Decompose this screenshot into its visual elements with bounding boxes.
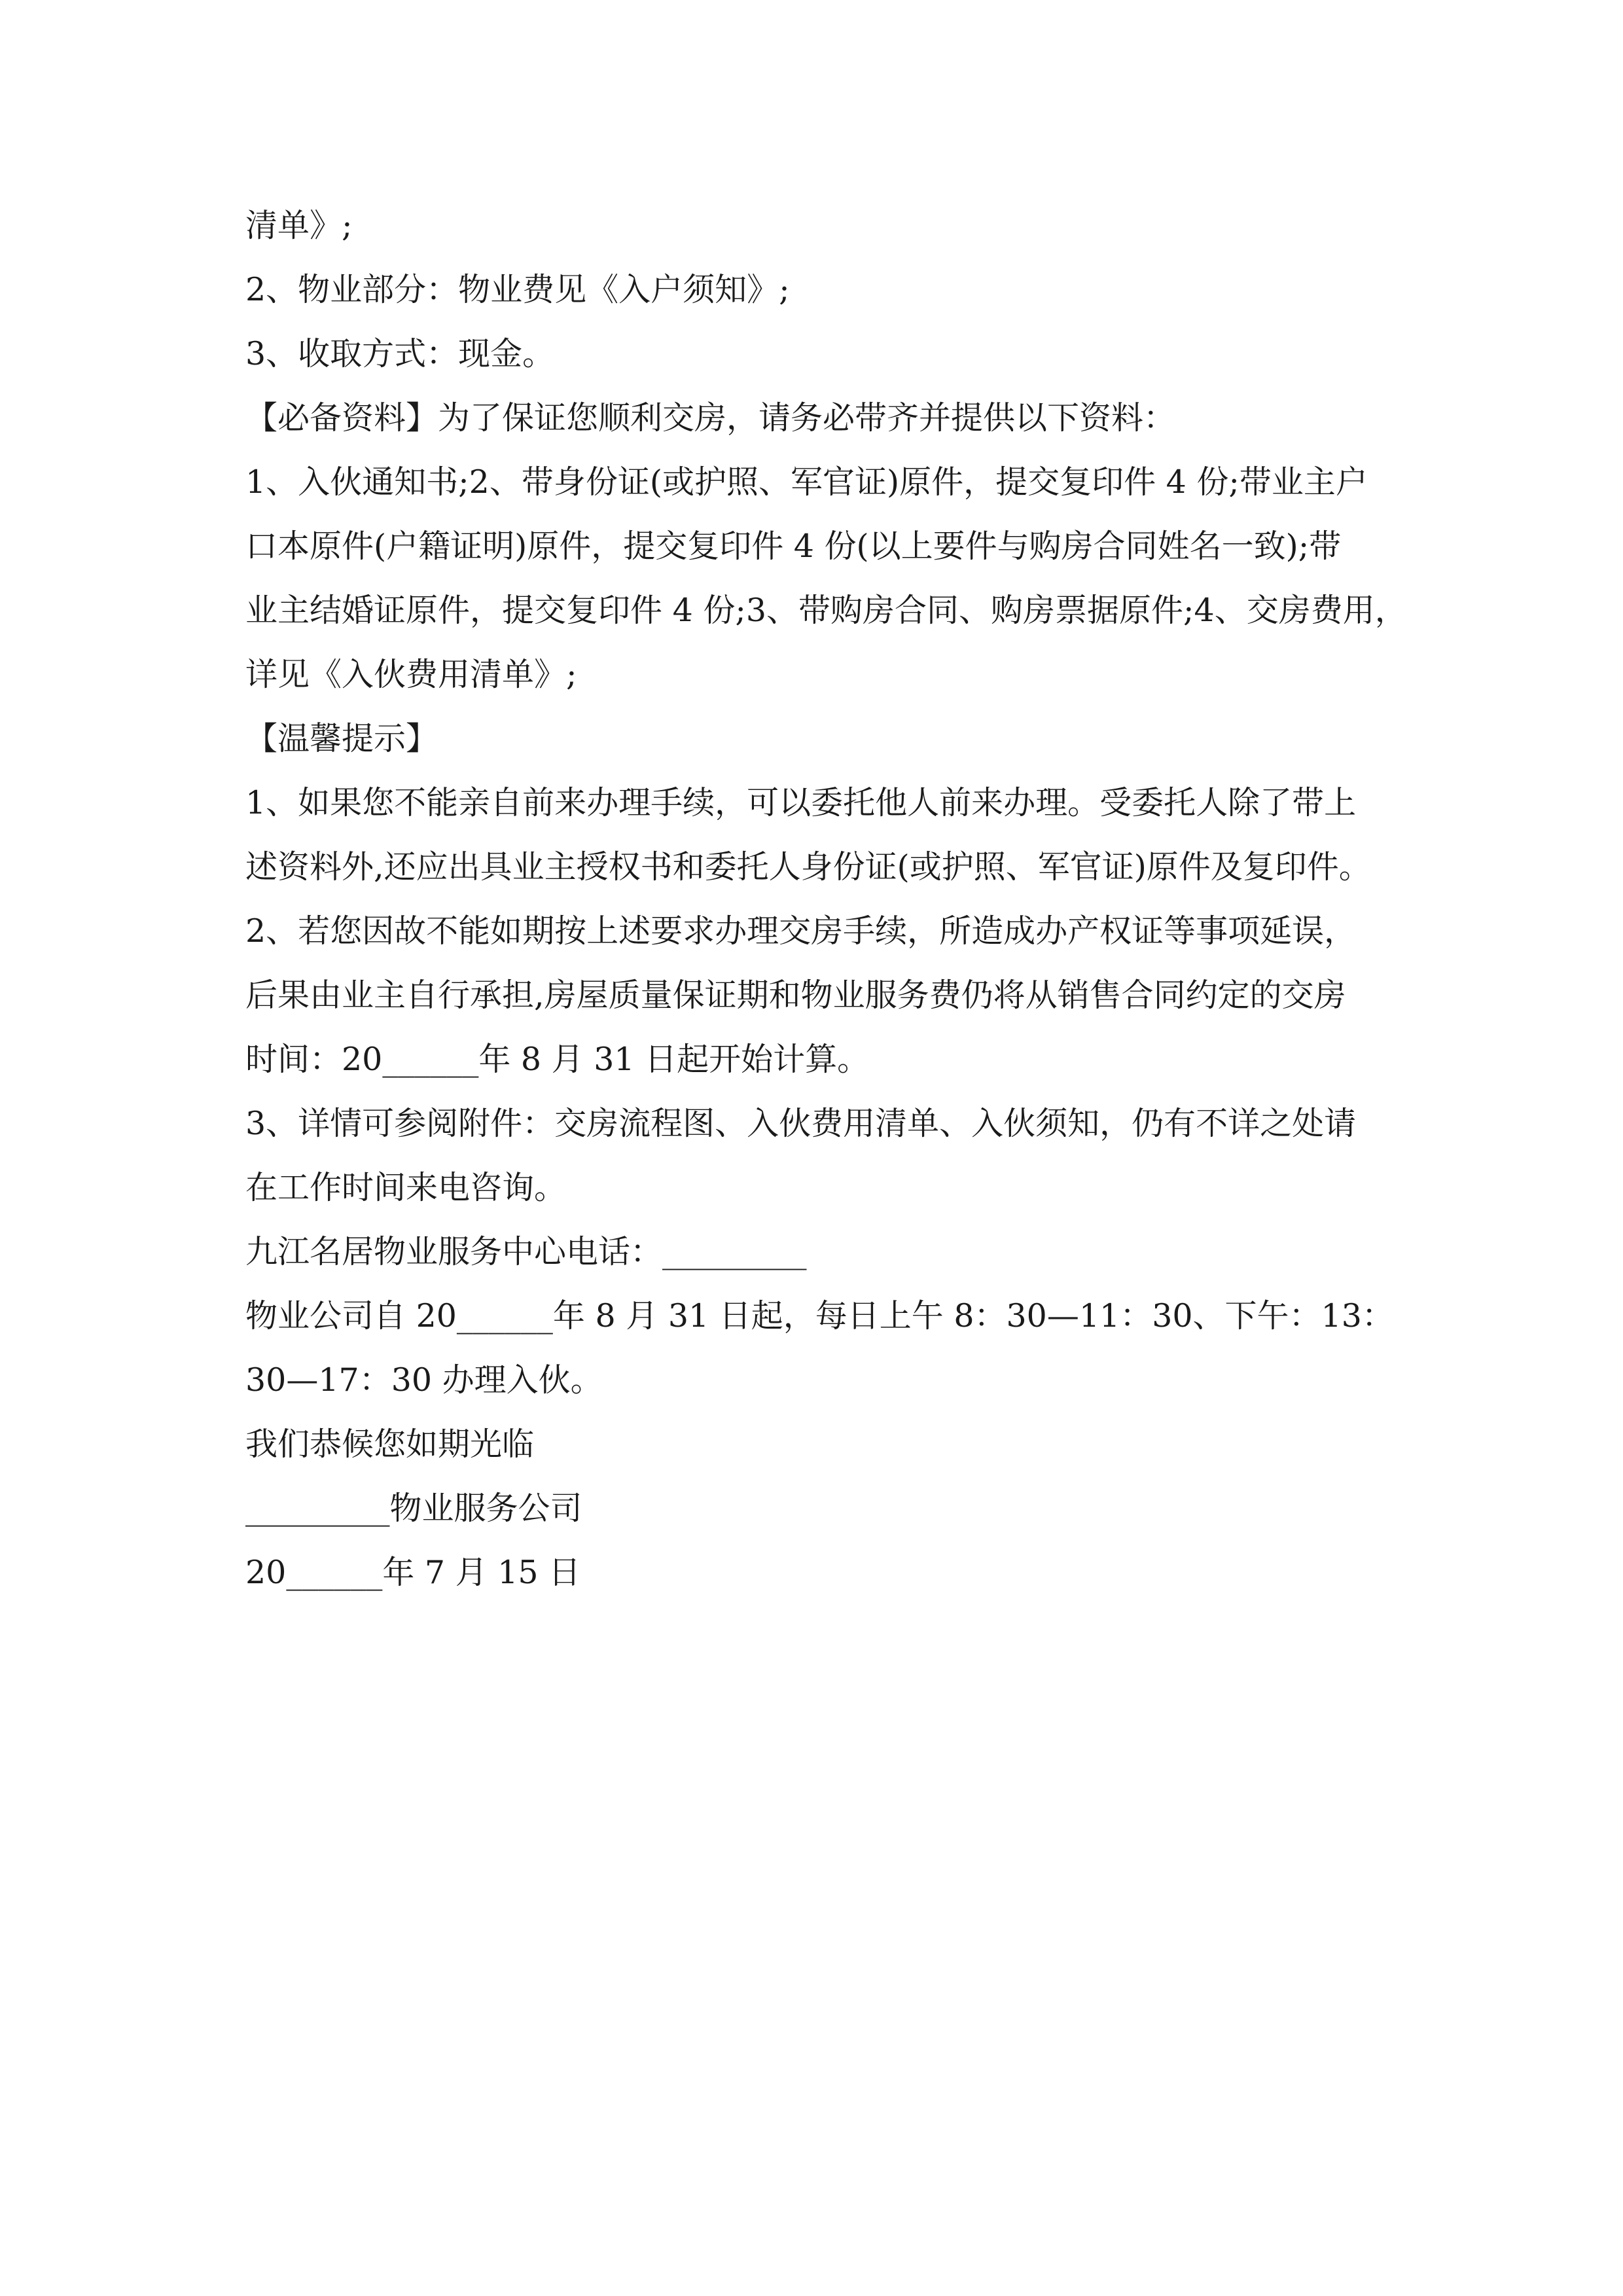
text-line: 3、详情可参阅附件：交房流程图、入伙费用清单、入伙须知，仍有不详之处请 [245, 1105, 1357, 1142]
signature-company: _________物业服务公司 [245, 1490, 582, 1527]
section-heading-required-documents: 【必备资料】为了保证您顺利交房，请务必带齐并提供以下资料： [245, 399, 1176, 437]
text-line: 在工作时间来电咨询。 [245, 1169, 567, 1206]
text-line: 后果由业主自行承担,房屋质量保证期和物业服务费仍将从销售合同约定的交房 [245, 977, 1346, 1014]
signature-date: 20______年 7 月 15 日 [245, 1554, 581, 1591]
document-body [245, 194, 1407, 1605]
closing-line: 我们恭候您如期光临 [245, 1426, 535, 1463]
service-center-phone-line: 九江名居物业服务中心电话：_________ [245, 1233, 807, 1270]
section-heading-reminder: 【温馨提示】 [245, 720, 438, 757]
text-line: 时间：20______年 8 月 31 日起开始计算。 [245, 1041, 870, 1078]
text-line: 清单》; [245, 207, 353, 244]
text-line: 口本原件(户籍证明)原件，提交复印件 4 份(以上要件与购房合同姓名一致);带 [245, 528, 1342, 565]
text-line: 述资料外,还应出具业主授权书和委托人身份证(或护照、军官证)原件及复印件。 [245, 848, 1371, 886]
text-line: 业主结婚证原件，提交复印件 4 份;3、带购房合同、购房票据原件;4、交房费用， [245, 592, 1407, 629]
text-line: 1、如果您不能亲自前来办理手续，可以委托他人前来办理。受委托人除了带上 [245, 784, 1357, 821]
text-line: 30—17：30 办理入伙。 [245, 1361, 603, 1399]
text-line: 2、物业部分：物业费见《入户须知》; [245, 271, 790, 308]
text-line: 3、收取方式：现金。 [245, 335, 555, 372]
text-line: 物业公司自 20______年 8 月 31 日起，每日上午 8：30—11：30、下午：13： [245, 1297, 1394, 1335]
text-line: 1、入伙通知书;2、带身份证(或护照、军官证)原件，提交复印件 4 份;带业主户 [245, 463, 1368, 501]
text-line: 详见《入伙费用清单》; [245, 656, 577, 693]
text-line: 2、若您因故不能如期按上述要求办理交房手续，所造成办产权证等事项延误， [245, 912, 1357, 950]
